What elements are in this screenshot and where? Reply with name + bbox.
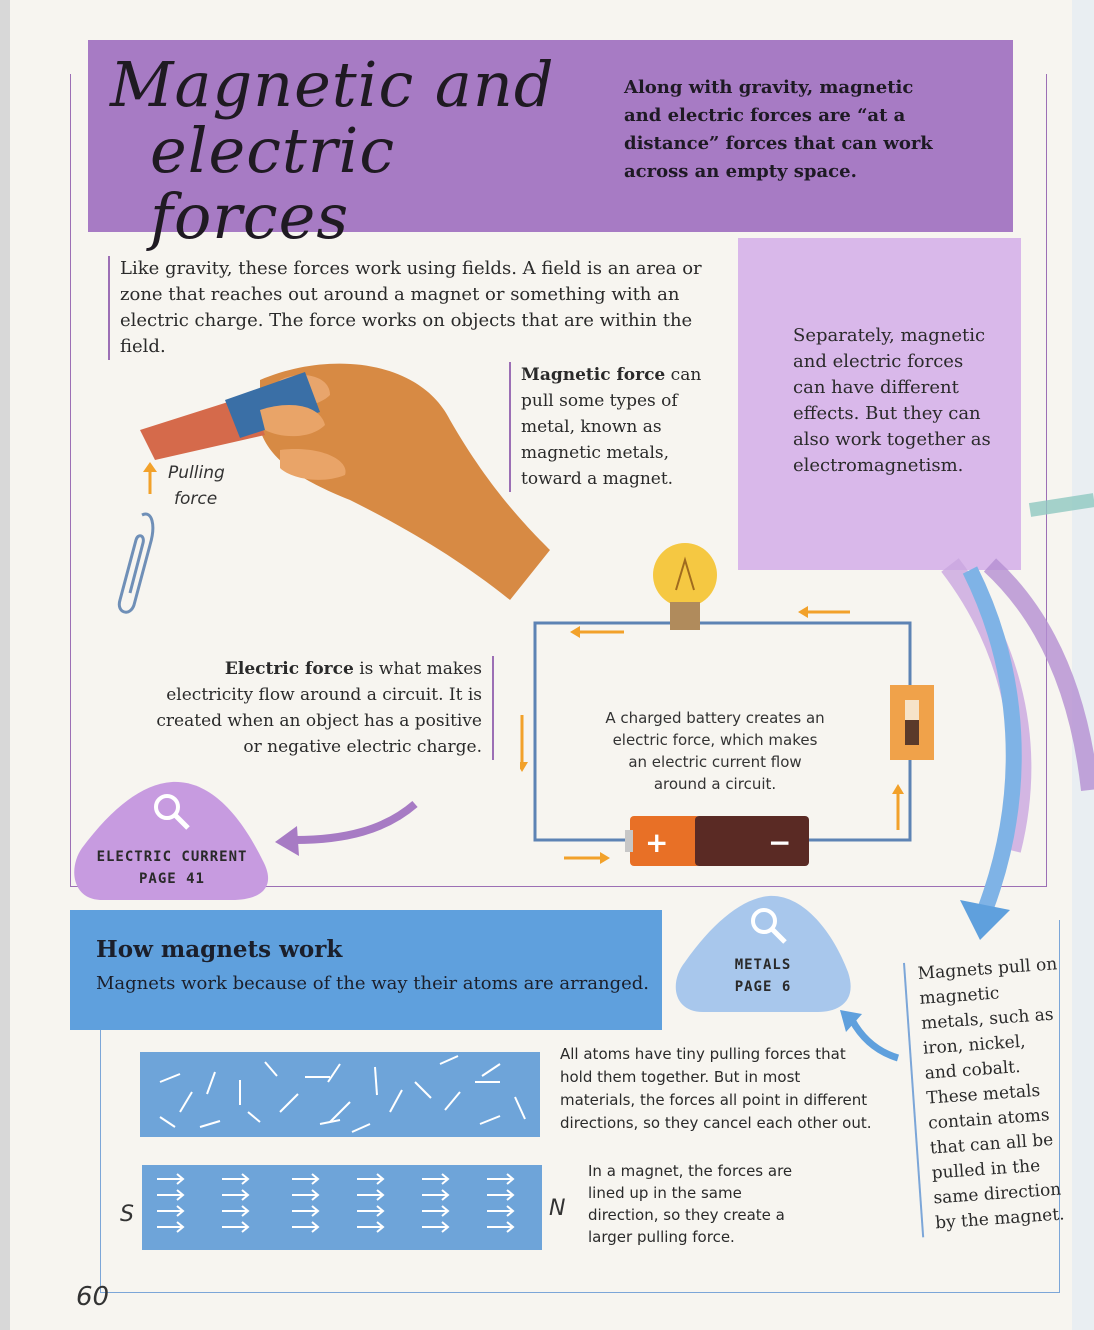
fields-paragraph: Like gravity, these forces work using fields. A field is an area or zone that reaches out around a magnet or something with an electric charge. The force works on objects that are within the field. — [108, 256, 720, 360]
ribbon-arrows — [930, 470, 1094, 940]
switch-icon — [890, 685, 934, 760]
metals-link[interactable] — [673, 892, 853, 1014]
light-bulb-icon — [653, 543, 717, 630]
page-title-line2: electric forces — [150, 114, 396, 253]
magnetic-force-bold: Magnetic force — [521, 365, 666, 385]
metals-page: PAGE 6 — [734, 979, 792, 995]
circuit-diagram — [520, 530, 940, 870]
how-magnets-work-banner — [70, 910, 662, 1030]
page-left-edge — [0, 0, 10, 1330]
electric-current-label: ELECTRIC CURRENT — [96, 849, 248, 865]
electric-force-bold: Electric force — [224, 659, 354, 679]
page-title-line1: Magnetic and — [110, 48, 555, 121]
page-title — [110, 48, 590, 253]
random-atom-arrows — [140, 1052, 540, 1137]
battery-minus: − — [768, 826, 792, 859]
north-pole-label: N — [549, 1196, 566, 1221]
how-magnets-work-subtitle: Magnets work because of the way their atoms are arranged. — [96, 973, 650, 994]
random-atoms-strip — [140, 1052, 540, 1137]
magnifier-icon — [152, 792, 192, 832]
aligned-atom-arrows — [142, 1165, 542, 1250]
magnetic-force-text — [509, 362, 711, 492]
magnifier-icon — [749, 906, 789, 946]
metals-label: METALS — [734, 957, 792, 973]
paperclip-icon — [112, 505, 157, 617]
page-number: 60 — [76, 1282, 110, 1312]
intro-text: Along with gravity, magnetic and electric forces are “at a distance” forces that can work across an empty space. — [624, 77, 933, 182]
magnetic-metals-text: Magnets pull on magnetic metals, such as iron, nickel, and cobalt. These metals contain atoms that can all be pulled in the same direction by the magnet. — [903, 952, 1076, 1237]
pulling-force-arrow — [140, 462, 160, 496]
pulling-label-line1: Pulling — [168, 463, 225, 483]
pulling-force-label — [168, 460, 225, 512]
random-atoms-text: All atoms have tiny pulling forces that hold them together. But in most materials, the forces all point in different directions, so they cancel each other out. — [560, 1045, 872, 1132]
how-magnets-work-title: How magnets work — [96, 936, 343, 963]
battery-plus: + — [645, 826, 669, 859]
purple-curved-arrow — [275, 800, 420, 860]
south-pole-label: S — [120, 1202, 134, 1227]
electric-current-page: PAGE 41 — [138, 871, 205, 887]
electric-force-rest: is what makes electricity flow around a circuit. It is created when an object has a positive or negative electric charge. — [156, 659, 482, 757]
battery-caption: A charged battery creates an electric force, which makes an electric current flow around a circuit. — [605, 709, 825, 793]
aligned-atoms-strip — [142, 1165, 542, 1250]
electric-force-text — [140, 656, 494, 760]
magnetic-force-rest: can pull some types of metal, known as magnetic metals, toward a magnet. — [521, 365, 702, 489]
electromagnetism-text: Separately, magnetic and electric forces can have different effects. But they can also work together as electromagnetism. — [793, 325, 991, 476]
pulling-label-line2: force — [174, 489, 218, 509]
electric-current-link[interactable] — [72, 778, 272, 900]
aligned-atoms-text: In a magnet, the forces are lined up in the same direction, so they create a larger pulling force. — [588, 1162, 793, 1246]
